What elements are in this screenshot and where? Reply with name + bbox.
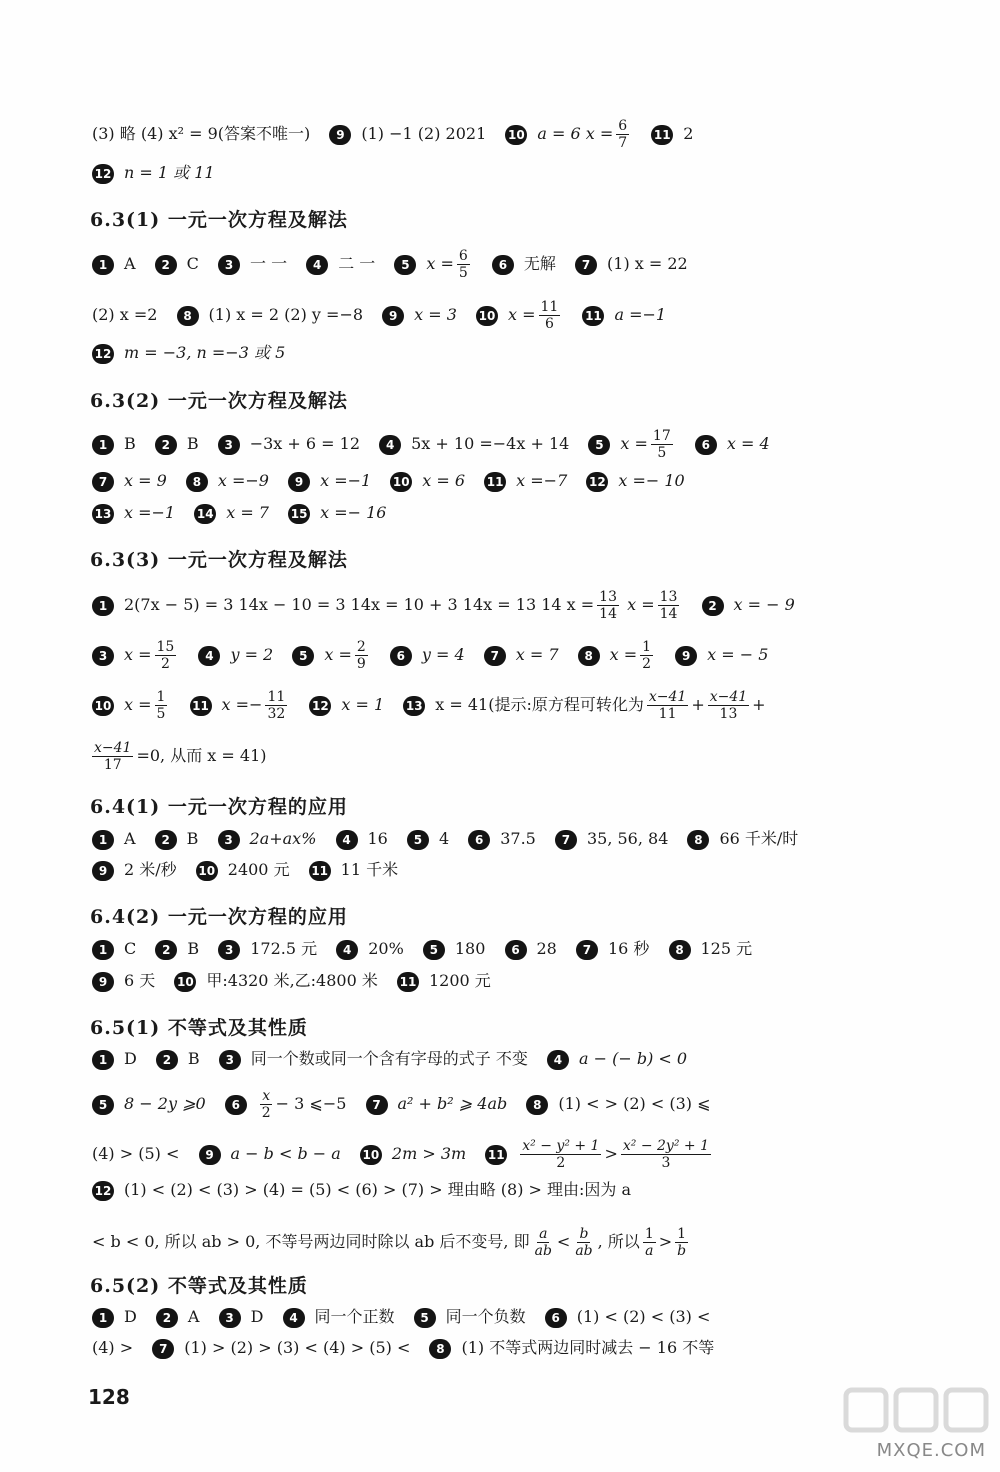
question-number: 7 bbox=[366, 1095, 388, 1115]
section-title: 6.4(2) 一元一次方程的应用 bbox=[90, 906, 348, 928]
answer-line: 13 x =−1 14 x = 7 15 x =− 16 bbox=[92, 502, 920, 524]
question-number: 1 bbox=[92, 435, 114, 455]
question-number: 2 bbox=[155, 830, 177, 850]
answer-line: 1 B 2 B 3 −3x + 6 = 12 4 5x + 10 =−4x + 14 5 x = $\frac{17}{5}$ 6 x = 4 bbox=[92, 428, 920, 461]
question-number: 11 bbox=[190, 696, 212, 716]
question-number: 8 bbox=[526, 1095, 548, 1115]
question-number: 9 bbox=[382, 306, 404, 326]
answer-line: (4) > 7 (1) > (2) > (3) < (4) > (5) < 8 (1) 不等式两边同时减去 − 16 不等 bbox=[92, 1338, 715, 1357]
question-number: 11 bbox=[651, 125, 673, 145]
question-number: 10 bbox=[390, 472, 412, 492]
question-number: 2 bbox=[155, 940, 177, 960]
question-number: 7 bbox=[555, 830, 577, 850]
question-number: 10 bbox=[476, 306, 498, 326]
question-number: 10 bbox=[196, 861, 218, 881]
question-number: 12 bbox=[309, 696, 331, 716]
question-number: 5 bbox=[423, 940, 445, 960]
question-number: 4 bbox=[283, 1308, 305, 1328]
fraction: $\frac{\text{x² − y² + 1}}{2}$ bbox=[522, 1138, 600, 1171]
question-number: 8 bbox=[669, 940, 691, 960]
question-number: 11 bbox=[485, 1145, 507, 1165]
question-number: 8 bbox=[578, 646, 600, 666]
question-number: 9 bbox=[199, 1145, 221, 1165]
question-number: 8 bbox=[429, 1339, 451, 1359]
question-number: 5 bbox=[588, 435, 610, 455]
question-number: 11 bbox=[397, 972, 419, 992]
question-number: 4 bbox=[336, 940, 358, 960]
question-number: 5 bbox=[407, 830, 429, 850]
question-number: 7 bbox=[484, 646, 506, 666]
question-number: 4 bbox=[198, 646, 220, 666]
answer-line: 1 A 2 B 3 2a+ax% 4 16 5 4 6 37.5 7 35, 56, 84 8 66 千米/时 bbox=[92, 828, 920, 850]
fraction: $\frac{2}{9}$ bbox=[356, 639, 366, 672]
fraction: $\frac{x-41}{17}$ bbox=[94, 740, 132, 773]
question-number: 6 bbox=[390, 646, 412, 666]
fraction: $\frac{13}{14}$ bbox=[599, 589, 617, 622]
fraction: $\frac{1}{2}$ bbox=[642, 639, 652, 672]
question-number: 12 bbox=[92, 1181, 114, 1201]
answer-line bbox=[92, 162, 920, 184]
answer-line: 1 A 2 C 3 一 一 4 二 一 5 x = $\frac{6}{5}$ 6 无解 7 (1) x = 22 bbox=[92, 248, 920, 281]
answer-text: (3) 略 (4) x² = 9(答案不唯一) bbox=[92, 124, 311, 143]
question-number: 11 bbox=[309, 861, 331, 881]
question-number: 5 bbox=[292, 646, 314, 666]
answer-line: 5 8 − 2y ⩾0 6 $\frac{x}{2}$ − 3 ⩽−5 7 a² + b² ⩾ 4ab 8 (1) < > (2) < (3) ⩽ bbox=[92, 1088, 920, 1121]
question-number: 6 bbox=[468, 830, 490, 850]
question-number: 1 bbox=[92, 940, 114, 960]
answer-line bbox=[92, 118, 920, 151]
section-title: 6.5(2) 不等式及其性质 bbox=[90, 1275, 308, 1297]
question-number: 3 bbox=[218, 940, 240, 960]
answer-line: (4) > (5) < 9 a − b < b − a 10 2m > 3m 11 $\frac{\text{x² − y² + 1}}{2}$ > $\frac{\text{x² − 2y² + 1}}{3}$ bbox=[92, 1138, 709, 1171]
fraction: $\frac{\text{x² − 2y² + 1}}{3}$ bbox=[622, 1138, 709, 1171]
question-number: 9 bbox=[92, 861, 114, 881]
page-number: 128 bbox=[88, 1385, 130, 1409]
section-title: 6.5(1) 不等式及其性质 bbox=[90, 1017, 308, 1039]
question-number: 8 bbox=[177, 306, 199, 326]
answer-line: 1 D 2 B 3 同一个数或同一个含有字母的式子 不变 4 a − (− b) < 0 bbox=[92, 1048, 920, 1070]
question-number: 2 bbox=[156, 1308, 178, 1328]
question-number: 5 bbox=[92, 1095, 114, 1115]
answer-line: < b < 0, 所以 ab > 0, 不等号两边同时除以 ab 后不变号, 即 $\frac{a}{ab}$ < $\frac{b}{ab}$ , 所以 $\frac{1}{a}$ > $\frac{1}{b}$ bbox=[92, 1226, 687, 1259]
fraction: $\frac{b}{ab}$ bbox=[575, 1226, 593, 1259]
section-title: 6.3(1) 一元一次方程及解法 bbox=[90, 209, 348, 231]
question-number: 7 bbox=[152, 1339, 174, 1359]
answer-text: a = 6 x = bbox=[537, 124, 614, 143]
answer-line: 12 m = −3, n =−3 或 5 bbox=[92, 342, 920, 364]
answer-line: 9 2 米/秒 10 2400 元 11 11 千米 bbox=[92, 859, 920, 881]
question-number: 3 bbox=[218, 435, 240, 455]
question-number: 8 bbox=[687, 830, 709, 850]
answer-text: (1) −1 (2) 2021 bbox=[361, 124, 487, 143]
question-number: 4 bbox=[379, 435, 401, 455]
question-number: 11 bbox=[582, 306, 604, 326]
fraction: $\frac{6}{5}$ bbox=[458, 248, 468, 281]
question-number: 9 bbox=[288, 472, 310, 492]
answer-line: 12 (1) < (2) < (3) > (4) = (5) < (6) > (7) > 理由略 (8) > 理由:因为 a bbox=[92, 1179, 920, 1201]
question-number: 7 bbox=[92, 472, 114, 492]
question-number: 12 bbox=[586, 472, 608, 492]
question-number: 4 bbox=[306, 255, 328, 275]
fraction: $\frac{11}{6}$ bbox=[540, 299, 559, 332]
answer-line: 1 2(7x − 5) = 3 14x − 10 = 3 14x = 10 + 3 14x = 13 14 x = $\frac{13}{14}$ x = $\frac{13}{14}$ 2 x = − 9 bbox=[92, 589, 920, 622]
question-number: 3 bbox=[218, 255, 240, 275]
section-title: 6.4(1) 一元一次方程的应用 bbox=[90, 796, 348, 818]
question-number: 9 bbox=[675, 646, 697, 666]
question-number: 6 bbox=[225, 1095, 247, 1115]
question-number: 3 bbox=[219, 1050, 241, 1070]
question-number: 11 bbox=[484, 472, 506, 492]
question-number: 2 bbox=[155, 435, 177, 455]
question-number: 6 bbox=[492, 255, 514, 275]
question-number: 7 bbox=[576, 940, 598, 960]
question-number: 2 bbox=[155, 255, 177, 275]
question-number: 10 bbox=[505, 125, 527, 145]
question-number: 9 bbox=[329, 125, 351, 145]
fraction: $\frac{6}{7}$ bbox=[618, 118, 628, 151]
fraction: $\frac{15}{2}$ bbox=[156, 639, 175, 672]
section-title: 6.3(2) 一元一次方程及解法 bbox=[90, 390, 348, 412]
question-number: 3 bbox=[92, 646, 114, 666]
question-number: 1 bbox=[92, 255, 114, 275]
question-number: 6 bbox=[695, 435, 717, 455]
answer-line: 1 D 2 A 3 D 4 同一个正数 5 同一个负数 6 (1) < (2) < (3) < bbox=[92, 1306, 920, 1328]
question-number: 5 bbox=[394, 255, 416, 275]
question-number: 4 bbox=[336, 830, 358, 850]
question-number: 15 bbox=[288, 504, 310, 524]
answer-line: 1 C 2 B 3 172.5 元 4 20% 5 180 6 28 7 16 秒 8 125 元 bbox=[92, 938, 920, 960]
question-number: 1 bbox=[92, 1308, 114, 1328]
question-number: 7 bbox=[575, 255, 597, 275]
question-number: 9 bbox=[92, 972, 114, 992]
fraction: $\frac{17}{5}$ bbox=[652, 428, 671, 461]
question-number: 6 bbox=[505, 940, 527, 960]
question-number: 12 bbox=[92, 164, 114, 184]
question-number: 1 bbox=[92, 1050, 114, 1070]
answer-line: 10 x = $\frac{1}{5}$ 11 x =− $\frac{11}{32}$ 12 x = 1 13 x = 41(提示:原方程可转化为 $\frac{x-41}{11}$ + $\frac{x-41}{13}$ + bbox=[92, 689, 920, 722]
question-number: 10 bbox=[174, 972, 196, 992]
question-number: 6 bbox=[545, 1308, 567, 1328]
question-number: 8 bbox=[186, 472, 208, 492]
answer-text: 2 bbox=[683, 124, 694, 143]
fraction: $\frac{1}{a}$ bbox=[644, 1226, 654, 1259]
fraction: $\frac{1}{5}$ bbox=[156, 689, 166, 722]
answer-line: 7 x = 9 8 x =−9 9 x =−1 10 x = 6 11 x =−7 12 x =− 10 bbox=[92, 470, 920, 492]
answer-line: $\frac{x-41}{17}$ =0, 从而 x = 41) bbox=[94, 740, 267, 773]
question-number: 10 bbox=[92, 696, 114, 716]
watermark-text: MXQE.COM bbox=[876, 1440, 986, 1461]
question-number: 1 bbox=[92, 596, 114, 616]
question-number: 2 bbox=[702, 596, 724, 616]
fraction: $\frac{x-41}{13}$ bbox=[709, 689, 748, 722]
answer-line: 3 x = $\frac{15}{2}$ 4 y = 2 5 x = $\frac{2}{9}$ 6 y = 4 7 x = 7 8 x = $\frac{1}{2}$ 9 x = − 5 bbox=[92, 639, 920, 672]
fraction: $\frac{11}{32}$ bbox=[267, 689, 286, 722]
question-number: 1 bbox=[92, 830, 114, 850]
fraction: $\frac{x}{2}$ bbox=[261, 1088, 271, 1121]
question-number: 5 bbox=[414, 1308, 436, 1328]
fraction: $\frac{x-41}{11}$ bbox=[648, 689, 687, 722]
question-number: 13 bbox=[403, 696, 425, 716]
question-number: 3 bbox=[218, 830, 240, 850]
question-number: 14 bbox=[194, 504, 216, 524]
section-title: 6.3(3) 一元一次方程及解法 bbox=[90, 549, 348, 571]
question-number: 4 bbox=[547, 1050, 569, 1070]
question-number: 3 bbox=[219, 1308, 241, 1328]
question-number: 12 bbox=[92, 344, 114, 364]
question-number: 10 bbox=[360, 1145, 382, 1165]
answer-line: 9 6 天 10 甲:4320 米,乙:4800 米 11 1200 元 bbox=[92, 970, 920, 992]
fraction: $\frac{a}{ab}$ bbox=[534, 1226, 552, 1259]
answer-text: n = 1 或 11 bbox=[124, 163, 215, 182]
question-number: 13 bbox=[92, 504, 114, 524]
answer-line: (2) x =2 8 (1) x = 2 (2) y =−8 9 x = 3 10 x = $\frac{11}{6}$ 11 a =−1 bbox=[92, 299, 667, 332]
fraction: $\frac{13}{14}$ bbox=[659, 589, 678, 622]
question-number: 2 bbox=[156, 1050, 178, 1070]
fraction: $\frac{1}{b}$ bbox=[677, 1226, 687, 1259]
